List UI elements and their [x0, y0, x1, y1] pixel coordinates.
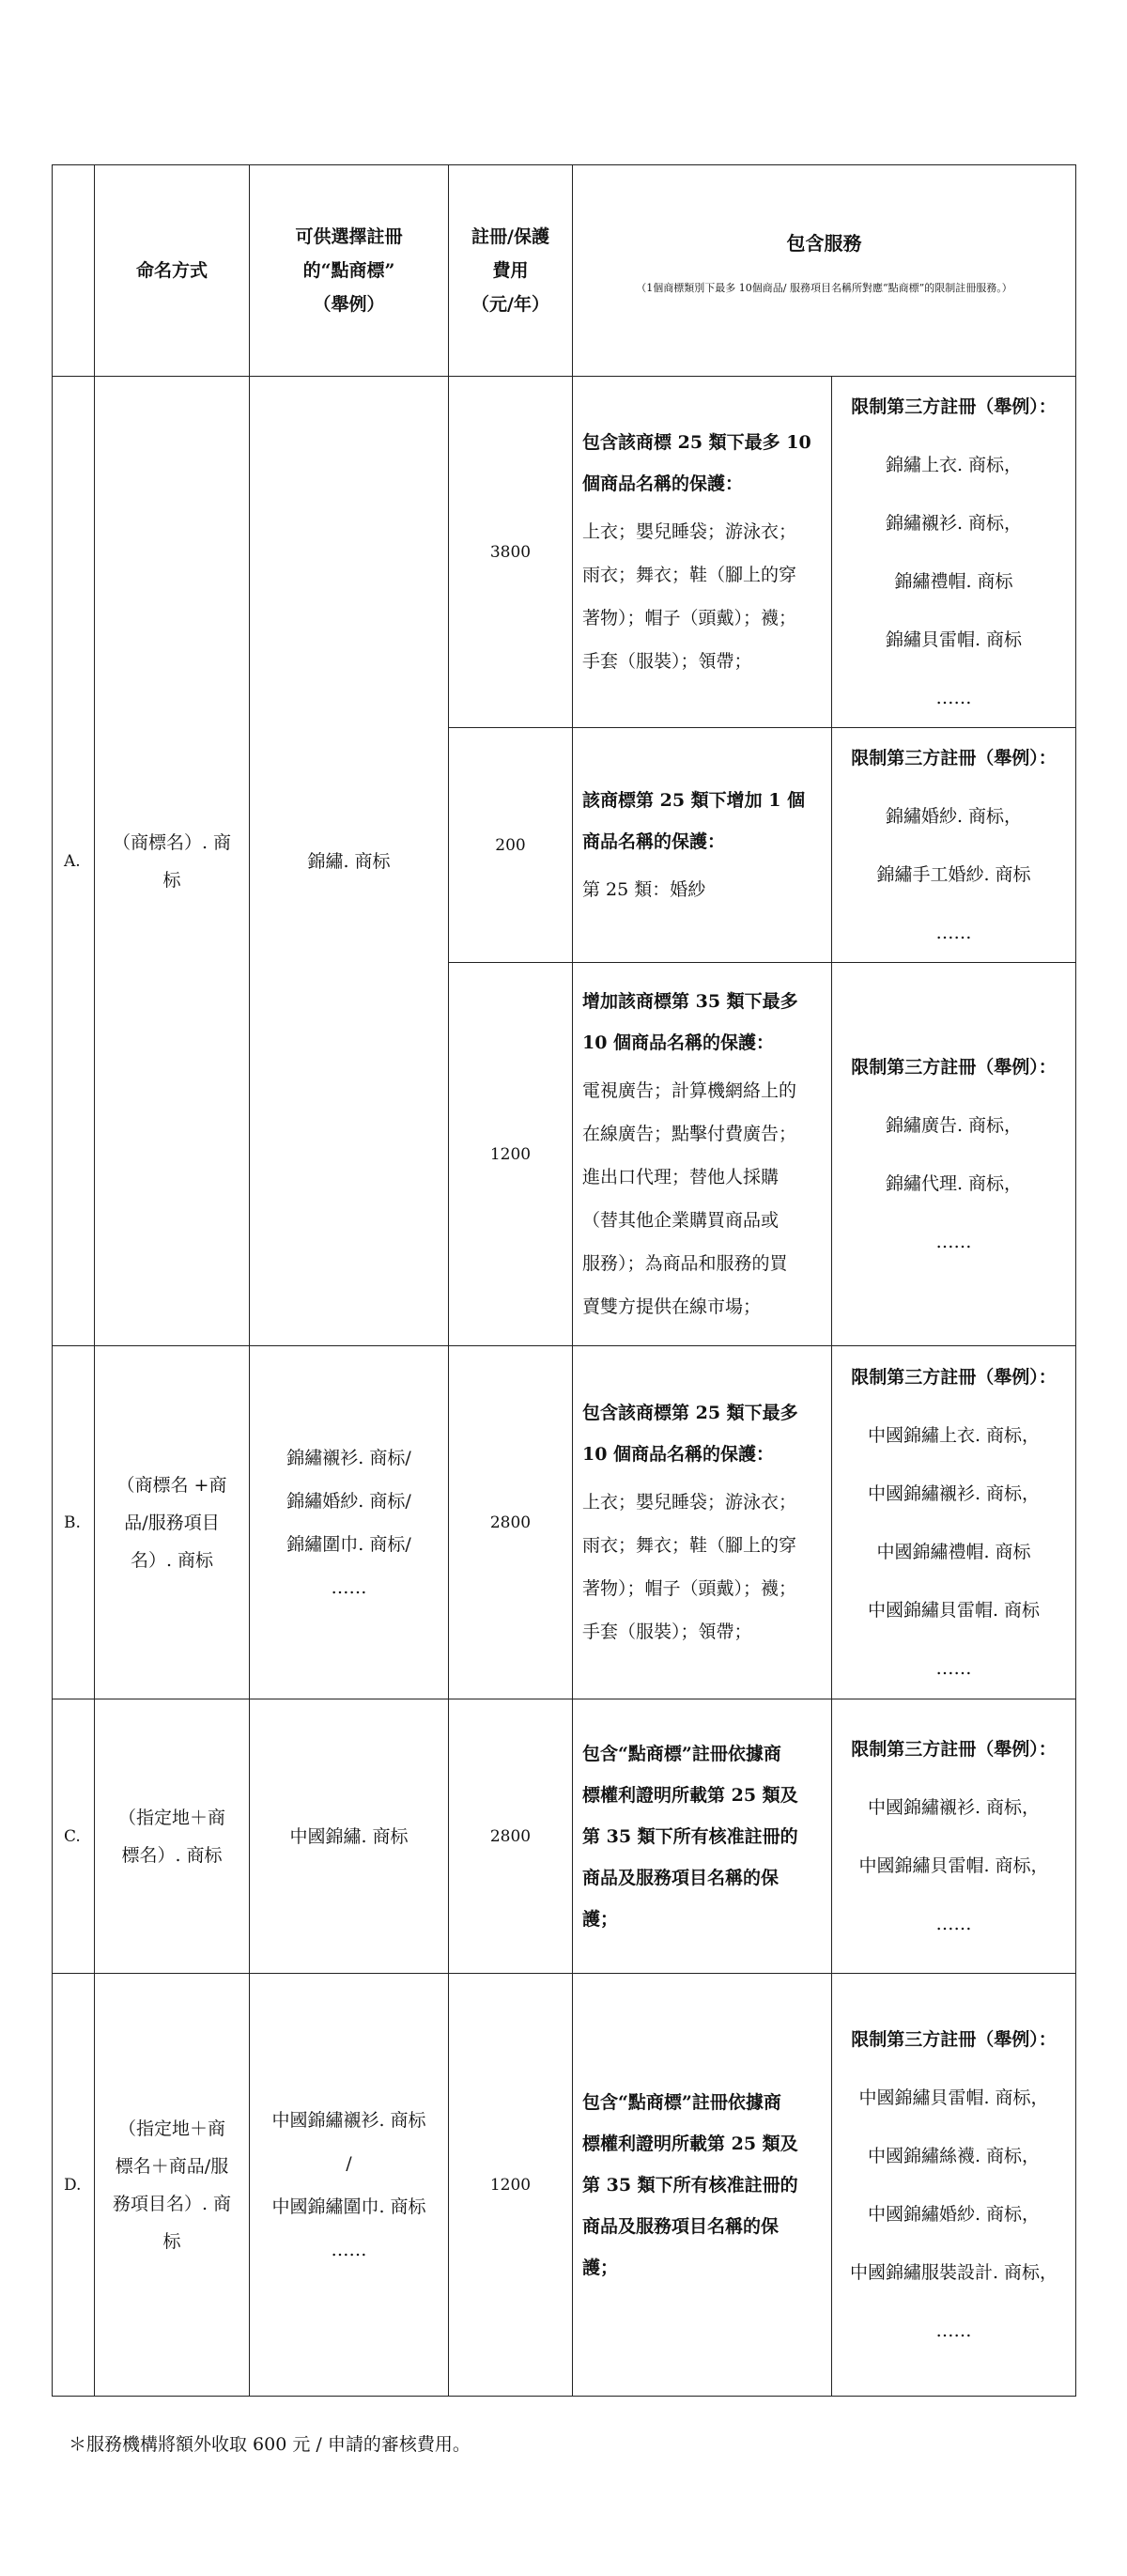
limit-ellipsis: ……: [935, 687, 972, 708]
limit-item: 中國錦繡服裝設計. 商标，: [849, 2261, 1058, 2283]
example-mark: 中國錦繡. 商标: [250, 1699, 449, 1974]
limit-item: 錦繡廣告. 商标，: [885, 1114, 1023, 1136]
included-services: [573, 963, 832, 1346]
limit-ellipsis: ……: [935, 1913, 972, 1934]
included-heading-line: 個商品名稱的保護：: [582, 473, 744, 494]
included-heading-line: 商品及服務項目名稱的保: [582, 1867, 780, 1888]
example-mark: 錦繡襯衫. 商标/: [286, 1447, 411, 1468]
limited-registrations: [832, 1699, 1076, 1974]
limit-title: 限制第三方註冊（舉例）：: [851, 747, 1057, 768]
limit-item: 錦繡貝雷帽. 商标: [885, 628, 1023, 650]
header-example-line: 的“點商標”: [302, 260, 395, 281]
naming-method: [95, 377, 250, 1346]
limit-title: 限制第三方註冊（舉例）：: [851, 1056, 1057, 1078]
limit-title: 限制第三方註冊（舉例）：: [851, 396, 1057, 417]
limit-ellipsis: ……: [935, 2320, 972, 2341]
limited-registrations: [832, 377, 1076, 728]
header-fee-line: 註冊/保護: [471, 226, 549, 247]
limited-registrations: [832, 728, 1076, 963]
limit-item: 錦繡手工婚紗. 商标: [876, 863, 1031, 885]
included-heading-line: 護；: [582, 1908, 619, 1930]
naming-method: [95, 1699, 250, 1974]
naming-line: 品/服務項目: [124, 1512, 220, 1533]
included-services: [573, 728, 832, 963]
included-heading: [582, 981, 818, 1063]
table-row: [53, 1346, 1076, 1699]
included-heading: [582, 422, 818, 504]
included-heading-line: 第 35 類下所有核准註冊的: [582, 1825, 798, 1847]
included-heading-line: 10 個商品名稱的保護：: [582, 1443, 775, 1465]
fee-value: 1200: [449, 963, 573, 1346]
goods-line: 著物）；帽子（頭戴）；襪；: [582, 607, 797, 628]
row-index: D.: [53, 1974, 95, 2397]
header-index-cell: [53, 165, 95, 377]
example-marks: [250, 1974, 449, 2397]
example-mark: 錦繡婚紗. 商标/: [286, 1490, 411, 1512]
header-fee-line: （元/年）: [471, 294, 549, 315]
naming-line: 務項目名）. 商: [112, 2193, 232, 2214]
included-services: [573, 1974, 832, 2397]
limit-item: 錦繡代理. 商标，: [885, 1172, 1023, 1194]
limit-item: 中國錦繡貝雷帽. 商标: [867, 1599, 1041, 1621]
example-mark: 錦繡圍巾. 商标/: [286, 1533, 411, 1555]
limit-item: 中國錦繡婚紗. 商标，: [867, 2203, 1041, 2225]
fee-value: 1200: [449, 1974, 573, 2397]
fee-value: 2800: [449, 1346, 573, 1699]
header-example-line: 可供選擇註冊: [295, 226, 403, 247]
included-heading-line: 包含“點商標”註冊依據商: [582, 1743, 781, 1764]
goods-line: 著物）；帽子（頭戴）；襪；: [582, 1577, 797, 1599]
footnote: ＊服務機構將額外收取 600 元 / 申請的審核費用。: [69, 2434, 471, 2455]
included-goods: [582, 1481, 818, 1653]
limit-item: 中國錦繡襯衫. 商标，: [867, 1796, 1041, 1818]
naming-line: 標名）. 商标: [121, 1844, 223, 1866]
included-heading: [582, 1392, 818, 1475]
example-separator: /: [346, 2152, 352, 2174]
limited-registrations: [832, 963, 1076, 1346]
included-heading-line: 標權利證明所載第 25 類及: [582, 2133, 798, 2154]
naming-method: [95, 1346, 250, 1699]
header-naming-label: 命名方式: [135, 260, 208, 281]
limit-title: 限制第三方註冊（舉例）：: [851, 2028, 1057, 2050]
limit-title: 限制第三方註冊（舉例）：: [851, 1738, 1057, 1760]
limit-item: 錦繡禮帽. 商标: [894, 570, 1013, 592]
goods-line: 賣雙方提供在線市場；: [582, 1296, 762, 1317]
row-index: C.: [53, 1699, 95, 1974]
included-goods: [582, 1069, 818, 1328]
limit-item: 中國錦繡襯衫. 商标，: [867, 1482, 1041, 1504]
example-ellipsis: ……: [331, 2239, 367, 2260]
goods-line: 在線廣告；點擊付費廣告；: [582, 1123, 797, 1144]
included-heading-line: 第 35 類下所有核准註冊的: [582, 2174, 798, 2196]
header-example-line: （舉例）: [313, 294, 385, 315]
included-services: [573, 1346, 832, 1699]
included-services: [573, 1699, 832, 1974]
goods-line: 上衣；嬰兒睡袋；游泳衣；: [582, 1491, 797, 1513]
included-heading-line: 包含該商標第 25 類下最多: [582, 1402, 798, 1423]
row-index: B.: [53, 1346, 95, 1699]
header-naming: [95, 165, 250, 377]
limit-title: 限制第三方註冊（舉例）：: [851, 1366, 1057, 1388]
header-fee: [449, 165, 573, 377]
included-heading-line: 護；: [582, 2257, 619, 2278]
included-heading-line: 包含“點商標”註冊依據商: [582, 2091, 781, 2113]
included-services: [573, 377, 832, 728]
limit-item: 錦繡襯衫. 商标，: [885, 512, 1023, 534]
goods-line: 上衣；嬰兒睡袋；游泳衣；: [582, 520, 797, 542]
example-mark: 錦繡. 商标: [250, 377, 449, 1346]
goods-line: 手套（服裝）；領帶；: [582, 1621, 752, 1642]
included-heading: [582, 780, 818, 862]
included-heading: [582, 2082, 818, 2289]
included-heading-line: 標權利證明所載第 25 類及: [582, 1784, 798, 1806]
limit-item: 中國錦繡上衣. 商标，: [867, 1424, 1041, 1446]
fee-value: 200: [449, 728, 573, 963]
limit-ellipsis: ……: [935, 1231, 972, 1252]
limit-item: 錦繡上衣. 商标，: [885, 454, 1023, 475]
limit-item: 錦繡婚紗. 商标，: [885, 805, 1023, 827]
header-fee-line: 費用: [492, 260, 529, 281]
limit-ellipsis: ……: [935, 922, 972, 943]
table-header-row: [53, 165, 1076, 377]
included-goods: [582, 510, 818, 683]
limited-registrations: [832, 1974, 1076, 2397]
goods-line: 雨衣；舞衣；鞋（腳上的穿: [582, 1534, 797, 1556]
goods-line: 手套（服裝）；領帶；: [582, 650, 752, 672]
example-marks: [250, 1346, 449, 1699]
example-mark: 中國錦繡圍巾. 商标: [271, 2196, 426, 2217]
table-row: [53, 1699, 1076, 1974]
table-row: [53, 1974, 1076, 2397]
header-services-label: 包含服務: [786, 232, 862, 255]
row-index: A.: [53, 377, 95, 1346]
naming-line: （指定地＋商: [117, 2118, 225, 2139]
included-heading-line: 10 個商品名稱的保護：: [582, 1032, 775, 1053]
included-heading: [582, 1733, 818, 1940]
limited-registrations: [832, 1346, 1076, 1699]
naming-line: （指定地＋商: [117, 1807, 225, 1828]
limit-item: 中國錦繡貝雷帽. 商标，: [858, 1854, 1049, 1876]
naming-line: 标: [162, 869, 181, 891]
header-services: [573, 165, 1076, 377]
header-example: [250, 165, 449, 377]
table-row: [53, 377, 1076, 728]
fee-value: 3800: [449, 377, 573, 728]
goods-line: 第 25 類：婚紗: [582, 878, 706, 900]
included-heading-line: 商品名稱的保護：: [582, 830, 726, 852]
limit-item: 中國錦繡貝雷帽. 商标，: [858, 2087, 1049, 2108]
example-ellipsis: ……: [331, 1576, 367, 1598]
pricing-table: [52, 164, 1076, 2397]
limit-ellipsis: ……: [935, 1657, 972, 1679]
included-goods: [582, 868, 818, 911]
naming-line: 標名＋商品/服: [115, 2155, 229, 2177]
included-heading-line: 該商標第 25 類下增加 1 個: [582, 789, 806, 811]
goods-line: 服務）；為商品和服務的買: [582, 1252, 788, 1274]
naming-method: [95, 1974, 250, 2397]
included-heading-line: 商品及服務項目名稱的保: [582, 2215, 780, 2237]
naming-line: （商標名）. 商: [112, 831, 232, 853]
pricing-document: [52, 164, 1075, 2397]
goods-line: 雨衣；舞衣；鞋（腳上的穿: [582, 564, 797, 585]
included-heading-line: 包含該商標 25 類下最多 10: [582, 431, 811, 453]
naming-line: 名）. 商标: [130, 1549, 214, 1571]
goods-line: （替其他企業購買商品或: [582, 1209, 780, 1231]
fee-value: 2800: [449, 1699, 573, 1974]
naming-line: （商標名 +商: [116, 1474, 227, 1496]
header-services-note: （1個商標類別下最多 10個商品/ 服務項目名稱所對應“點商標”的限制註冊服務。）: [636, 282, 1012, 294]
goods-line: 電視廣告；計算機網絡上的: [582, 1079, 797, 1101]
example-mark: 中國錦繡襯衫. 商标: [271, 2109, 426, 2131]
goods-line: 進出口代理；替他人採購: [582, 1166, 780, 1187]
included-heading-line: 增加該商標第 35 類下最多: [582, 990, 798, 1012]
limit-item: 中國錦繡禮帽. 商标: [876, 1541, 1031, 1562]
limit-item: 中國錦繡絲襪. 商标，: [867, 2145, 1041, 2166]
naming-line: 标: [162, 2230, 181, 2252]
